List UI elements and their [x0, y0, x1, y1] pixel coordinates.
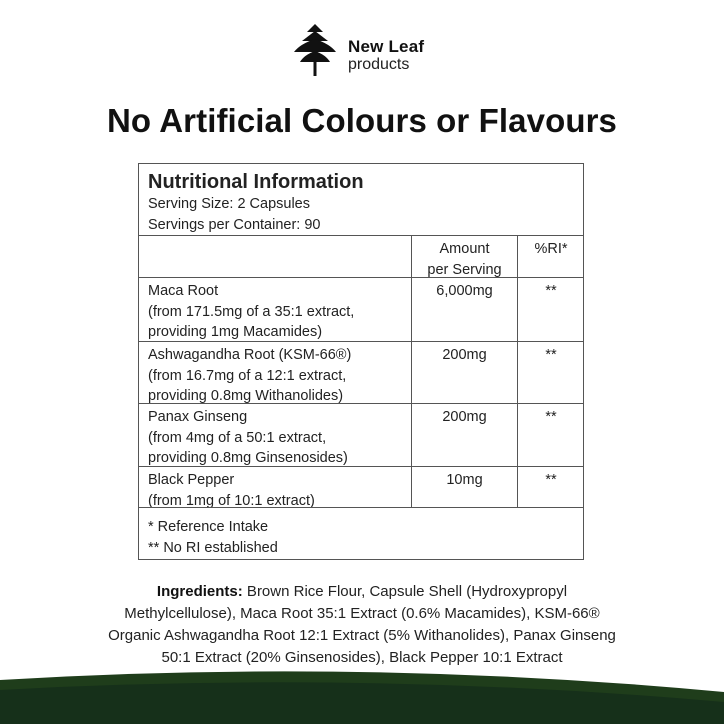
footnote: ** No RI established: [148, 539, 278, 556]
ingredient-name-cell: [139, 467, 411, 507]
ri-value: **: [545, 347, 557, 363]
ri-value: **: [545, 472, 557, 488]
footnote: * Reference Intake: [148, 519, 269, 535]
ri-header: %RI*: [534, 241, 568, 257]
ingredient-name-cell: [139, 342, 411, 403]
ri-cell: [517, 342, 584, 403]
ri-value: **: [545, 409, 557, 425]
ingredients-label: Ingredients:: [156, 583, 243, 600]
ingredient-name: Ashwagandha Root (KSM-66®): [148, 347, 352, 363]
nutrition-header: [139, 164, 583, 236]
ingredients-line: 50:1 Extract (20% Ginsenosides), Black Pepper 10:1 Extract: [161, 649, 563, 666]
ingredients-line: Organic Ashwagandha Root 12:1 Extract (5% Withanolides), Panax Ginseng: [108, 627, 616, 644]
ri-cell: [517, 404, 584, 466]
ri-cell: [517, 467, 584, 507]
ingredient-detail: (from 4mg of a 50:1 extract,: [148, 429, 327, 446]
ingredient-detail: (from 16.7mg of a 12:1 extract,: [148, 367, 347, 384]
amount-header-line2: per Serving: [427, 261, 502, 278]
column-header-row: [139, 235, 583, 277]
ingredient-name-cell: [139, 278, 411, 341]
servings-per-container: Servings per Container: 90: [148, 217, 321, 233]
ingredient-detail: (from 171.5mg of a 35:1 extract,: [148, 303, 355, 320]
ingredients-text: [60, 581, 664, 669]
ingredient-detail: providing 0.8mg Ginsenosides): [148, 450, 348, 466]
leaf-tree-icon: [290, 22, 340, 78]
ingredient-name-cell: [139, 404, 411, 466]
nutrition-title: Nutritional Information: [148, 171, 364, 193]
amount-value: 200mg: [442, 347, 487, 363]
ingredient-detail: providing 1mg Macamides): [148, 324, 323, 340]
amount-value: 6,000mg: [436, 283, 493, 299]
brand-name: New Leaf: [348, 37, 425, 56]
amount-cell: [411, 278, 517, 341]
ri-header-cell: [517, 236, 584, 277]
name-header-cell: [139, 236, 411, 277]
ingredients-line: [60, 581, 664, 603]
brand-logo: [290, 22, 440, 80]
table-row: [139, 466, 583, 507]
amount-cell: [411, 467, 517, 507]
table-row: [139, 277, 583, 341]
nutrition-table: [138, 163, 584, 560]
page-headline: No Artificial Colours or Flavours: [107, 102, 617, 139]
brand-wordmark: [348, 38, 424, 73]
ingredient-name: Panax Ginseng: [148, 409, 248, 425]
ri-value: **: [545, 283, 557, 299]
ri-cell: [517, 278, 584, 341]
amount-header-cell: [411, 236, 517, 277]
amount-cell: [411, 404, 517, 466]
table-row: [139, 341, 583, 403]
amount-value: 10mg: [446, 472, 483, 488]
serving-size: Serving Size: 2 Capsules: [148, 196, 310, 212]
ingredient-detail: (from 1mg of 10:1 extract): [148, 492, 315, 509]
ingredient-detail: providing 0.8mg Withanolides): [148, 388, 344, 404]
amount-cell: [411, 342, 517, 403]
table-footnotes: [139, 507, 583, 558]
ingredient-name: Maca Root: [148, 283, 219, 299]
amount-header-line1: Amount: [439, 241, 490, 257]
brand-subtitle: products: [348, 56, 410, 73]
ingredients-line-text: Brown Rice Flour, Capsule Shell (Hydroxypropyl: [242, 583, 568, 600]
ingredients-line: Methylcellulose), Maca Root 35:1 Extract (0.6% Macamides), KSM-66®: [124, 605, 600, 622]
amount-value: 200mg: [442, 409, 487, 425]
decorative-wave: [0, 666, 724, 724]
ingredient-name: Black Pepper: [148, 472, 235, 488]
table-row: [139, 403, 583, 466]
